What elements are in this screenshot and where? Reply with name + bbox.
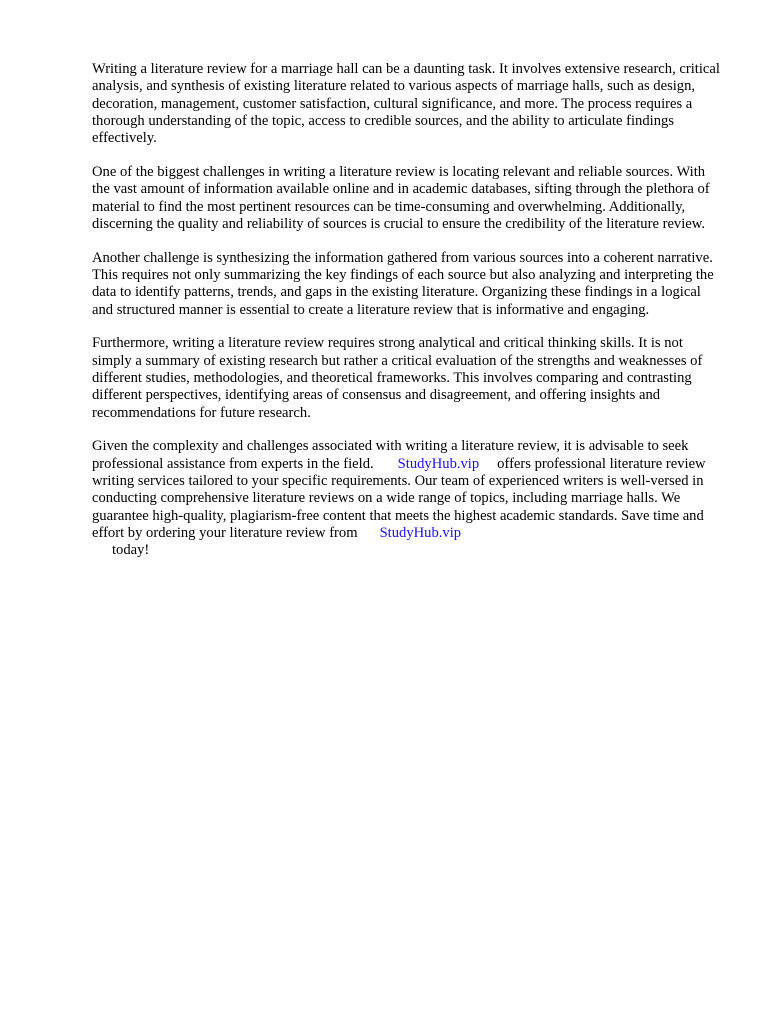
recommendation-text-2: offers professional literature review writing services tailored to your specific requirements. Our team of experienced writers is well-versed in conducting comprehensive literature reviews on a wide range of topics, including marriage halls. We guarantee high-quality, plagiarism-free content that meets the highest academic standards. Save time and effort by ordering your literature review from [92,455,706,541]
studyhub-link-1[interactable]: StudyHub.vip [397,455,480,472]
paragraph-synthesis-challenge: Another challenge is synthesizing the information gathered from various sources into a coherent narrative. This requires not only summarizing the key findings of each source but also analyzing and interpreting the data to identify patterns, trends, and gaps in the existing literature. Organizing these findings in a logical and structured manner is essential to create a literature review that is informative and engaging. [92,249,714,318]
link-spacer-2 [358,525,462,541]
link-spacer-1 [374,456,498,472]
paragraph-sources-challenge: One of the biggest challenges in writing a literature review is locating relevant and reliable sources. With the vast amount of information available online and in academic databases, sifting through the plethora of material to find the most pertinent resources can be time-consuming and overwhelming. Additionally, discerning the quality and reliability of sources is crucial to ensure the credibility of the literature review. [92,163,710,232]
studyhub-link-2[interactable]: StudyHub.vip [379,524,462,541]
recommendation-text-1: Given the complexity and challenges associated with writing a literature review, it is advisable to seek professional assistance from experts in the field. [92,438,689,472]
recommendation-text-3: today! [112,542,150,559]
paragraph-intro: Writing a literature review for a marriage hall can be a daunting task. It involves extensive research, critical analysis, and synthesis of existing literature related to various aspects of marriage halls, such as design, decoration, management, customer satisfaction, cultural significance, and more. The process requires a thorough understanding of the topic, access to credible sources, and the ability to articulate findings effectively. [92,61,720,147]
paragraph-recommendation [92,438,724,559]
paragraph-analytical-skills: Furthermore, writing a literature review requires strong analytical and critical thinking skills. It is not simply a summary of existing research but rather a critical evaluation of the strengths and weaknesses of different studies, methodologies, and theoretical frameworks. This involves comparing and contrasting different perspectives, identifying areas of consensus and disagreement, and offering insights and recommendations for future research. [92,335,703,421]
document-body [92,61,724,576]
